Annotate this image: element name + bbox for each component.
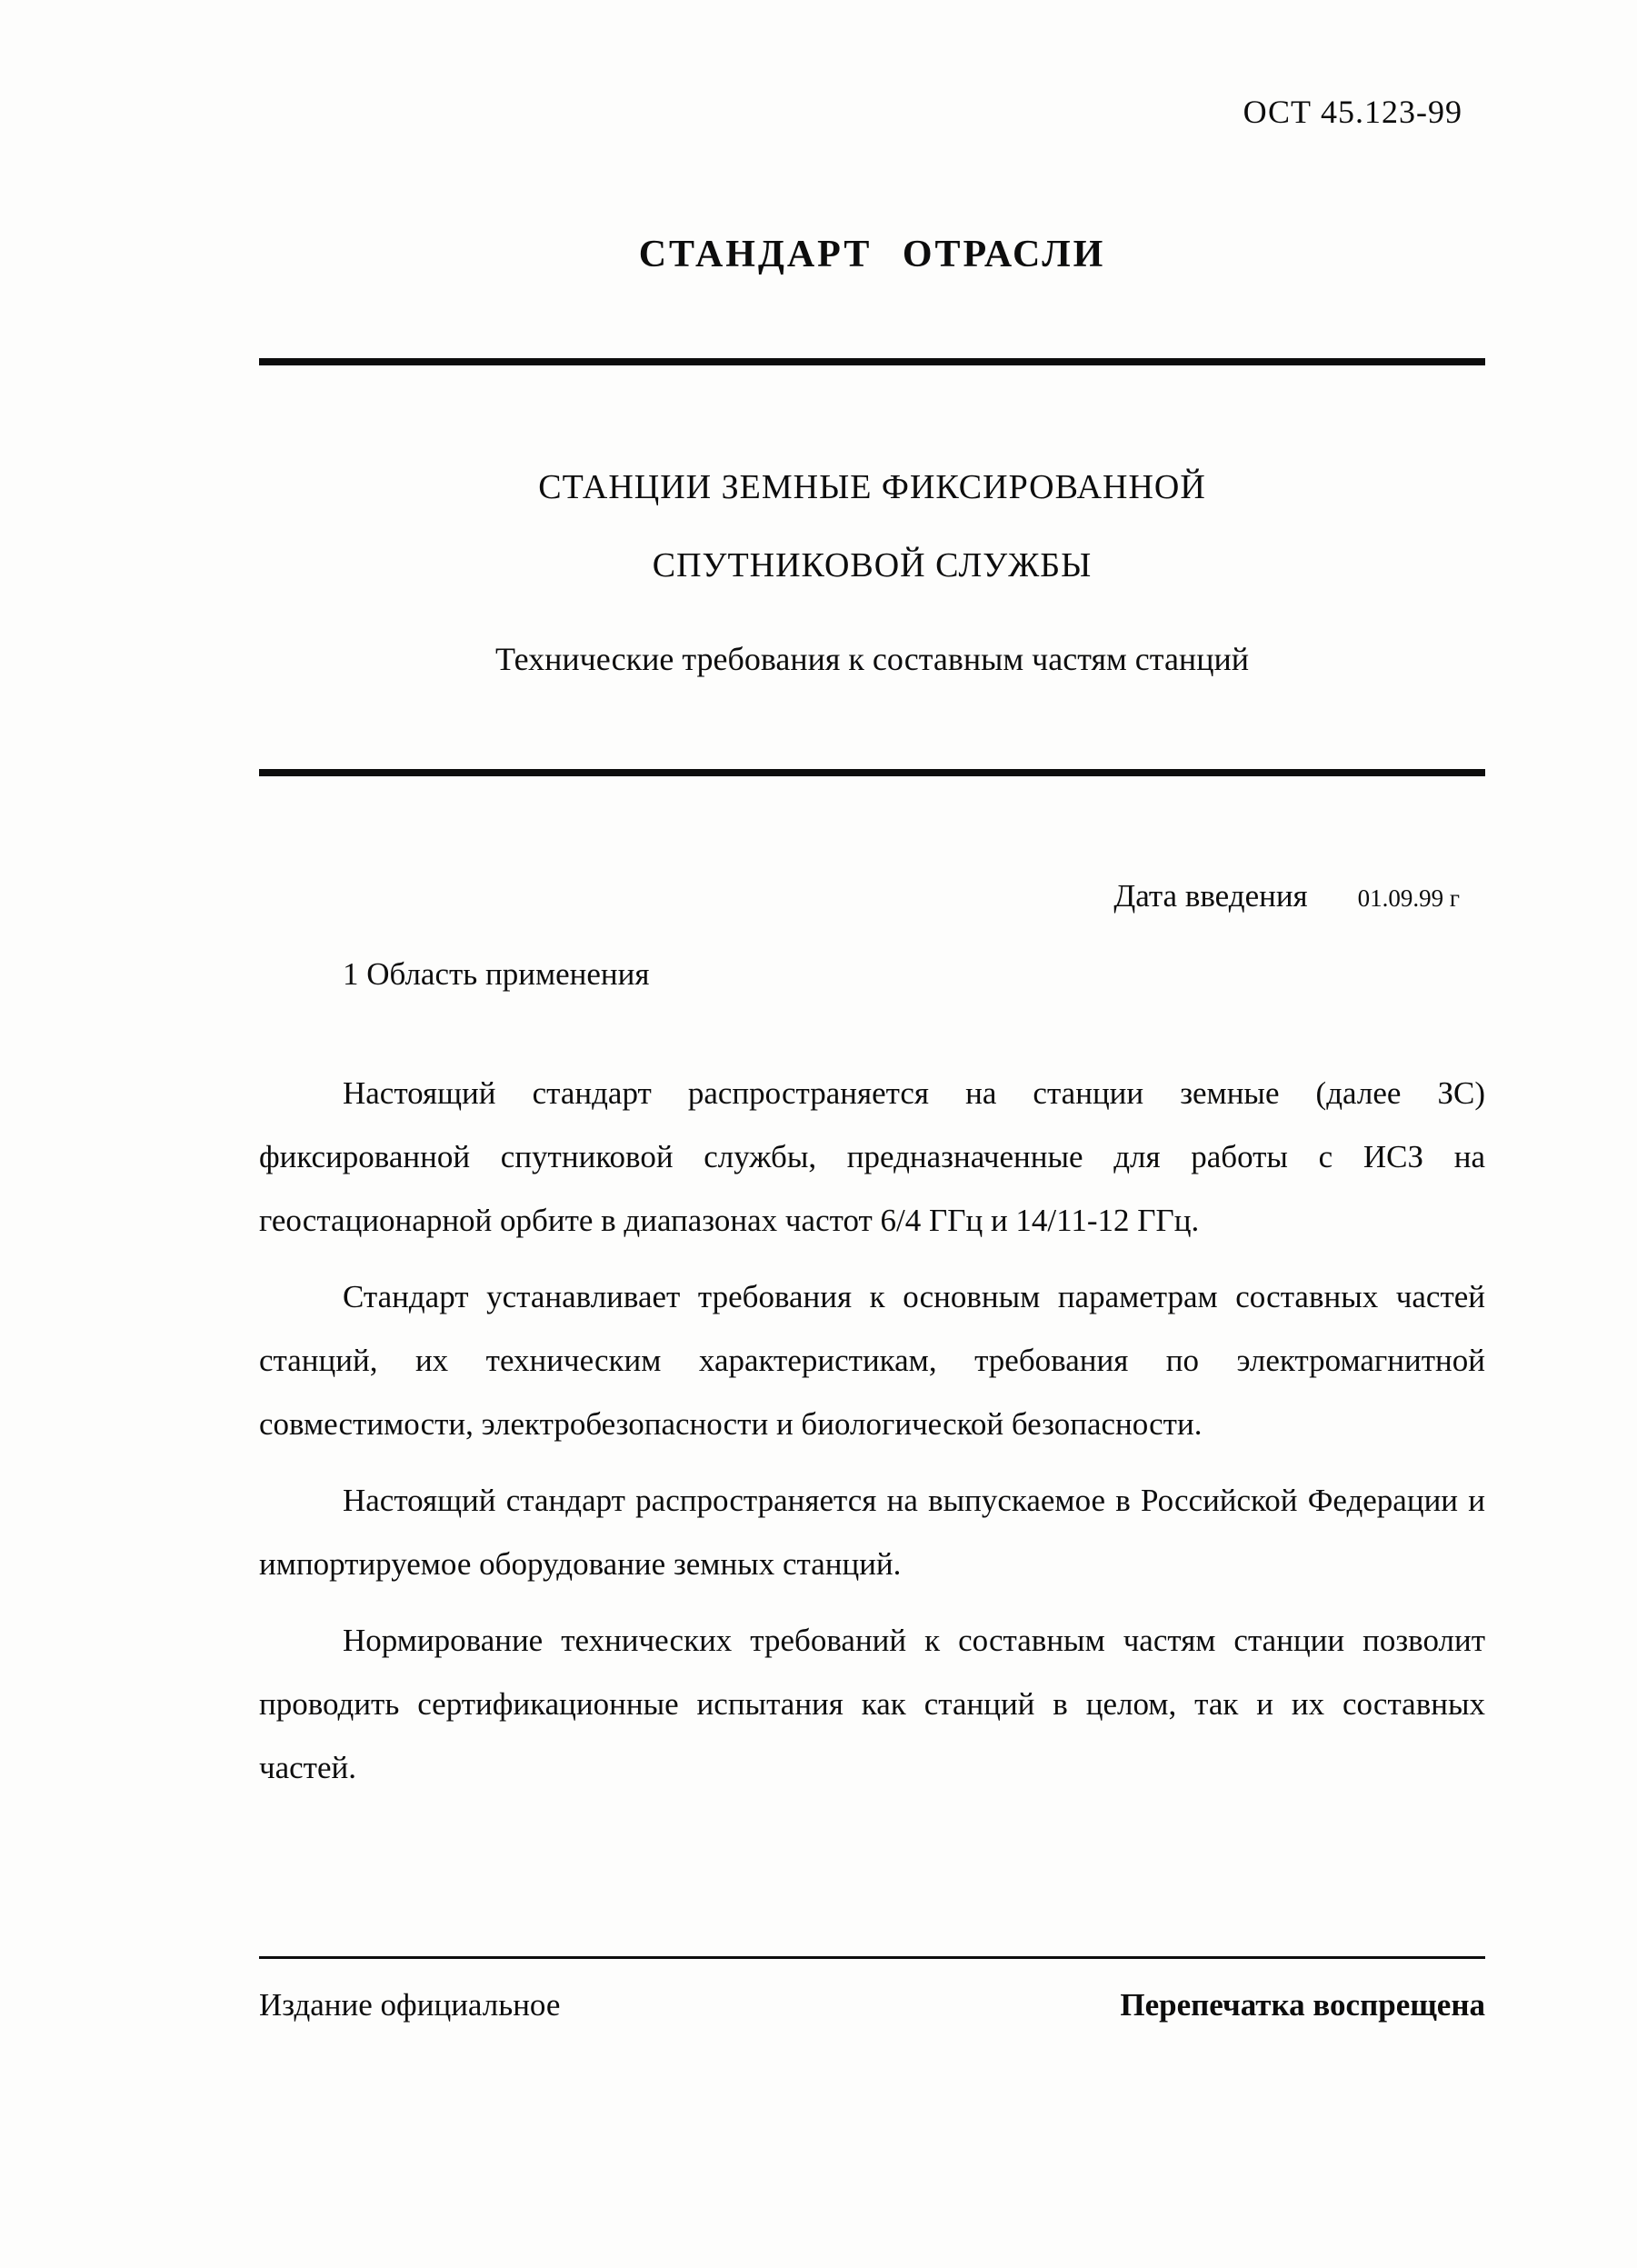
footer xyxy=(259,1987,1485,2023)
horizontal-rule-footer xyxy=(259,1956,1485,1959)
effective-date-label: Дата введения xyxy=(1113,878,1308,914)
standard-type-heading: СТАНДАРТ ОТРАСЛИ xyxy=(638,234,1106,275)
footer-reprint-prohibited: Перепечатка воспрещена xyxy=(1120,1987,1485,2023)
body-text xyxy=(259,1062,1485,1800)
paragraph: Стандарт устанавливает требования к основным параметрам составных частей станций, их техническим характеристикам, требования по электромагнитной совместимости, электробезопасности и биологической безопасности. xyxy=(259,1279,1485,1442)
document-subtitle: Технические требования к составным частям станций xyxy=(495,641,1249,677)
paragraph: Нормирование технических требований к составным частям станции позволит проводить сертификационные испытания как станций в целом, так и их составных частей. xyxy=(259,1623,1485,1785)
horizontal-rule-middle xyxy=(259,769,1485,776)
doc-number: ОСТ 45.123-99 xyxy=(1243,94,1462,130)
paragraph: Настоящий стандарт распространяется на выпускаемое в Российской Федерации и импортируемое оборудование земных станций. xyxy=(259,1483,1485,1582)
document-title-line-1: СТАНЦИИ ЗЕМНЫЕ ФИКСИРОВАННОЙ xyxy=(538,468,1206,506)
horizontal-rule-top xyxy=(259,358,1485,365)
effective-date-value: 01.09.99 г xyxy=(1357,884,1460,912)
effective-date-line xyxy=(259,878,1485,914)
section-heading-scope: 1 Область применения xyxy=(343,956,650,992)
paragraph: Настоящий стандарт распространяется на станции земные (далее ЗС) фиксированной спутниковой службы, предназначенные для работы с ИСЗ на геостационарной орбите в диапазонах частот 6/4 ГГц и 14/11-12 ГГц. xyxy=(259,1075,1485,1238)
footer-official-edition: Издание официальное xyxy=(259,1987,561,2023)
document-title-line-2: СПУТНИКОВОЙ СЛУЖБЫ xyxy=(652,546,1093,584)
